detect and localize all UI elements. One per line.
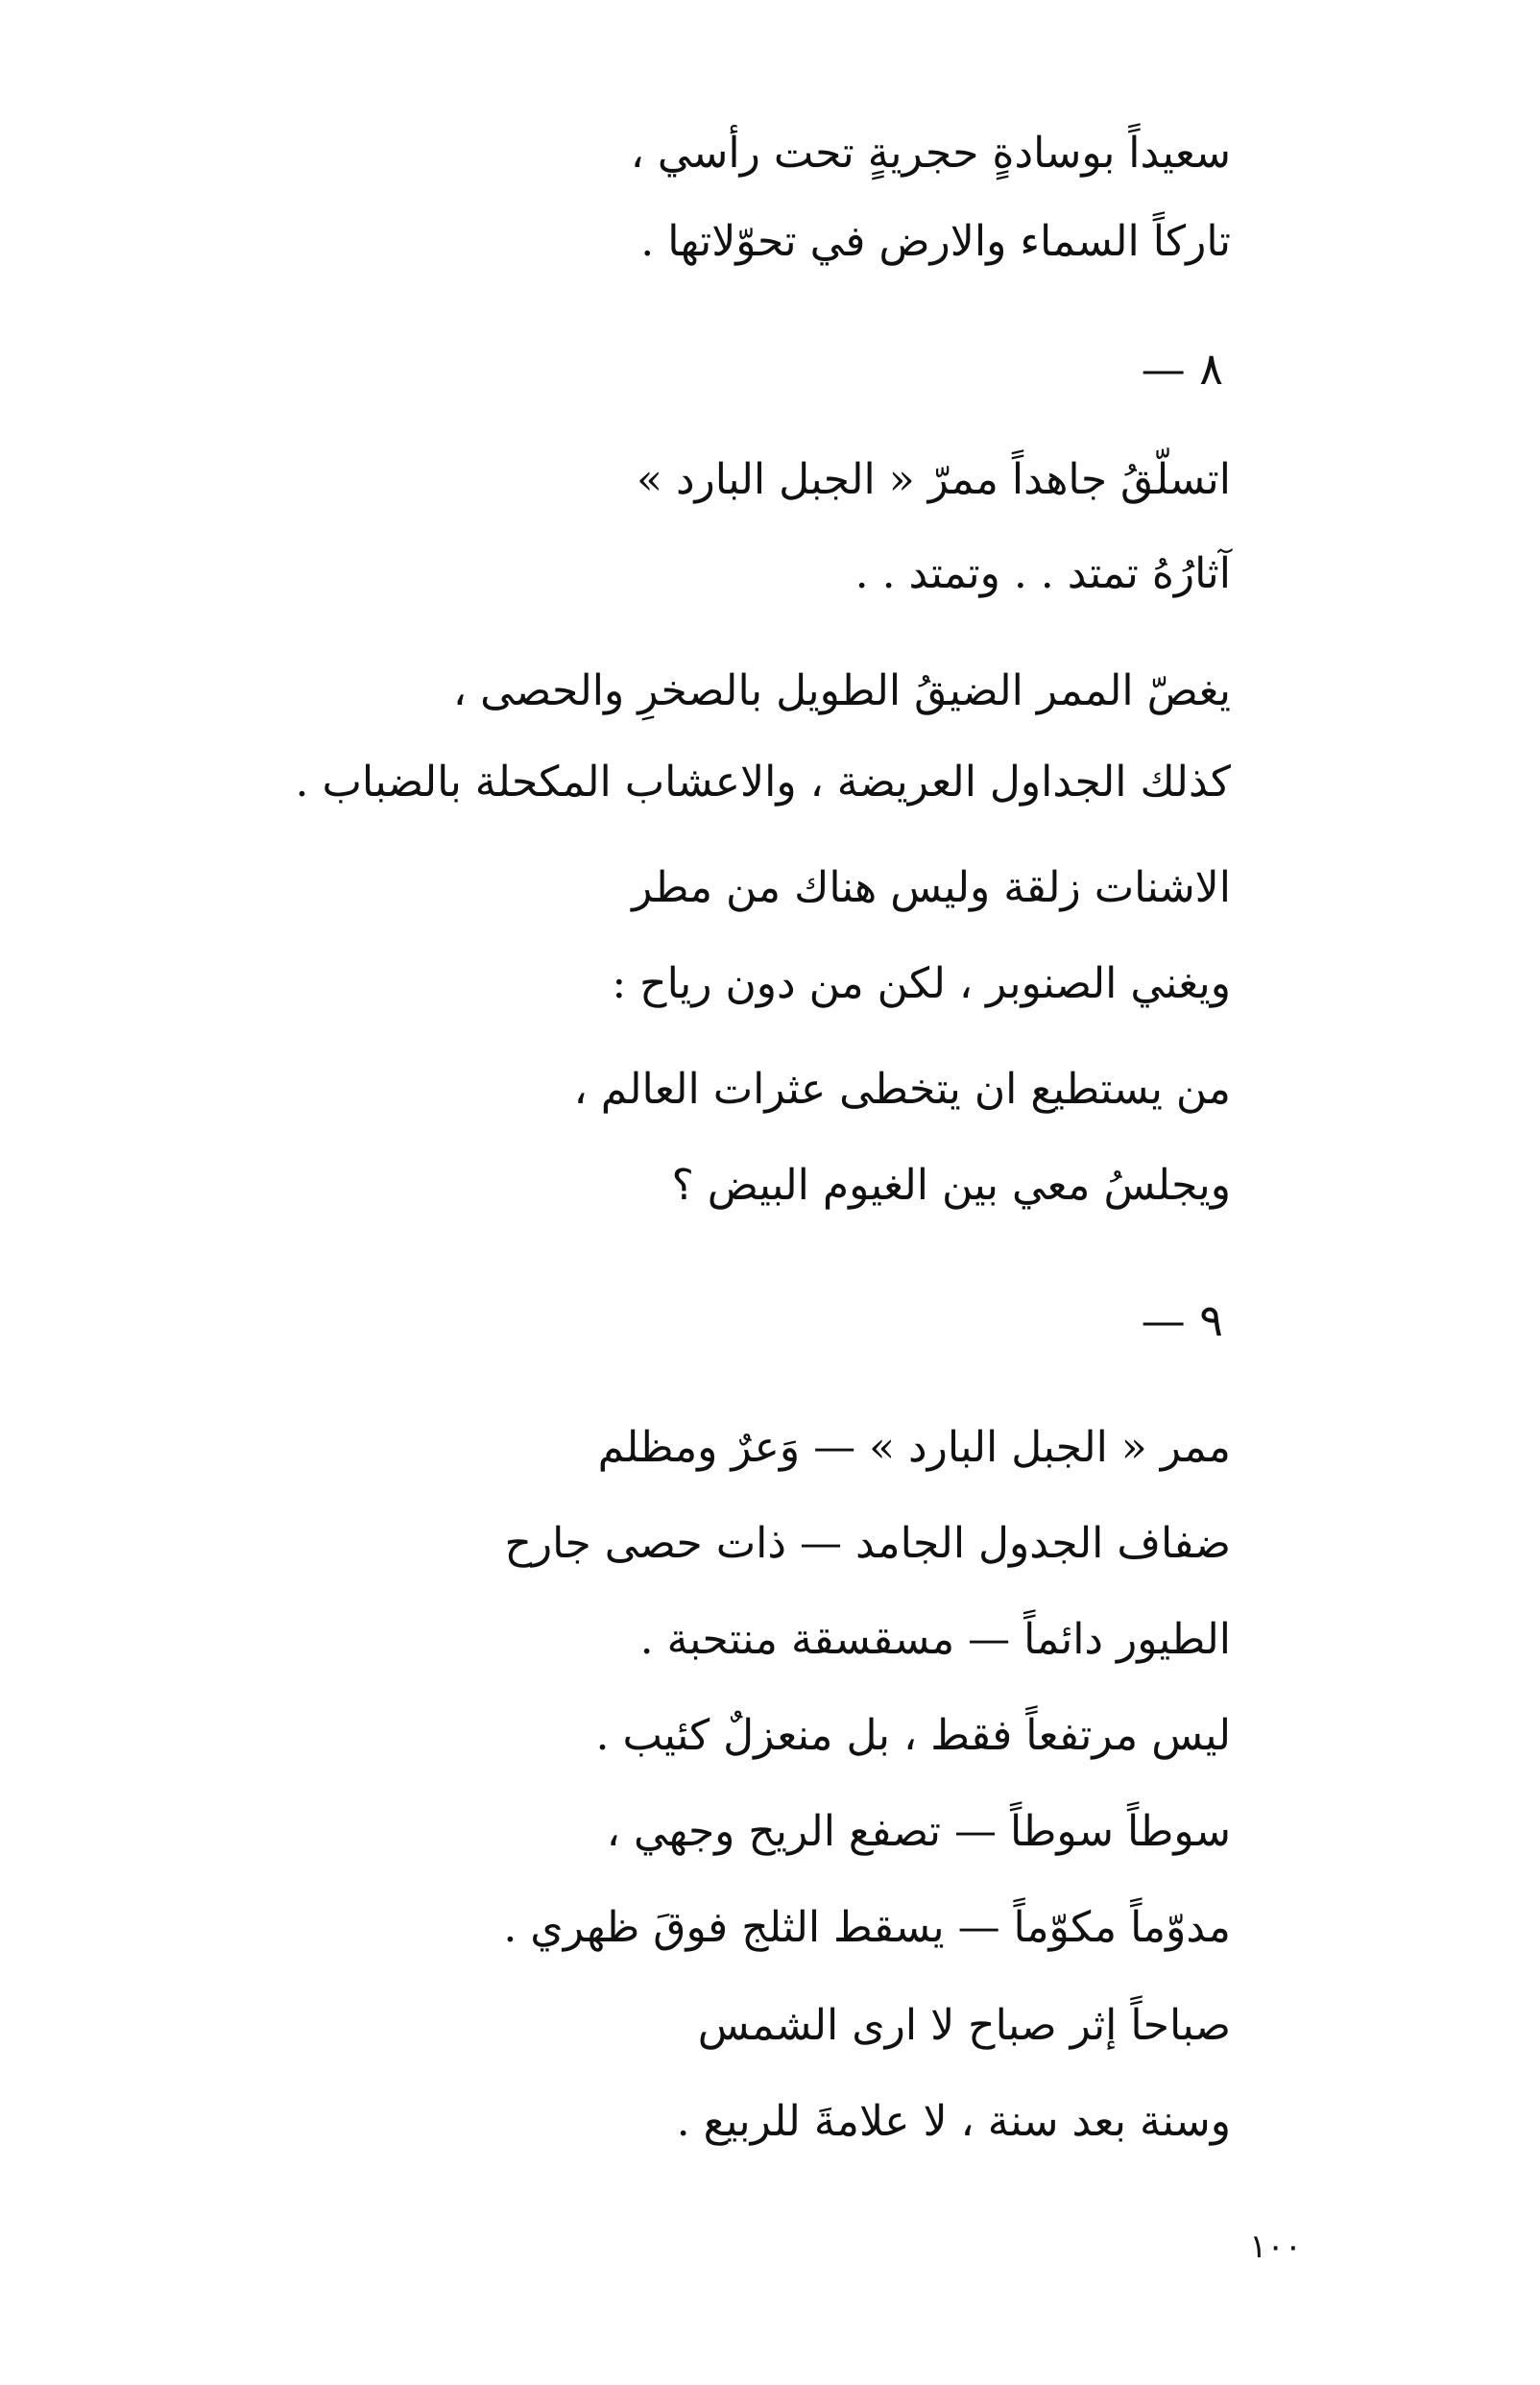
poem-line: ليس مرتفعاً فقط ، بل منعزلٌ كئيب . (595, 1711, 1231, 1760)
page-number: ١٠٠ (1249, 2228, 1302, 2266)
poem-line: آثارُهُ تمتد . . وتمتد . . (854, 549, 1231, 598)
poem-line: من يستطيع ان يتخطى عثرات العالم ، (573, 1065, 1231, 1114)
section-number: ٩ — (1141, 1294, 1223, 1346)
poem-line: ضفاف الجدول الجامد — ذات حصى جارح (504, 1519, 1231, 1568)
poem-line: وسنة بعد سنة ، لا علامةَ للربيع . (676, 2097, 1231, 2146)
poem-line: الاشنات زلقة وليس هناك من مطر (632, 863, 1231, 912)
poem-line: ممر « الجبل البارد » — وَعرٌ ومظلم (597, 1423, 1231, 1472)
poem-line: صباحاً إثر صباح لا ارى الشمس (697, 2001, 1231, 2050)
poem-line: سوطاً سوطاً — تصفع الريح وجهي ، (606, 1807, 1231, 1856)
poem-line: ويغني الصنوبر ، لكن من دون رياح : (612, 959, 1231, 1008)
poem-line: اتسلّقُ جاهداً ممرّ « الجبل البارد » (637, 455, 1231, 504)
poem-line: مدوّماً مكوّماً — يسقط الثلج فوقَ ظهري . (503, 1903, 1231, 1952)
poem-line: تاركاً السماء والارض في تحوّلاتها . (640, 217, 1231, 266)
poem-line: يغصّ الممر الضيقُ الطويل بالصخرِ والحصى ، (452, 666, 1231, 715)
poem-line: الطيور دائماً — مسقسقة منتحبة . (639, 1615, 1231, 1664)
poem-line: ويجلسُ معي بين الغيوم البيض ؟ (671, 1161, 1231, 1210)
poem-line: كذلك الجداول العريضة ، والاعشاب المكحلة بالضباب . (295, 758, 1231, 807)
section-number: ٨ — (1141, 343, 1223, 395)
poem-line: سعيداً بوسادةٍ حجريةٍ تحت رأسي ، (630, 129, 1231, 178)
